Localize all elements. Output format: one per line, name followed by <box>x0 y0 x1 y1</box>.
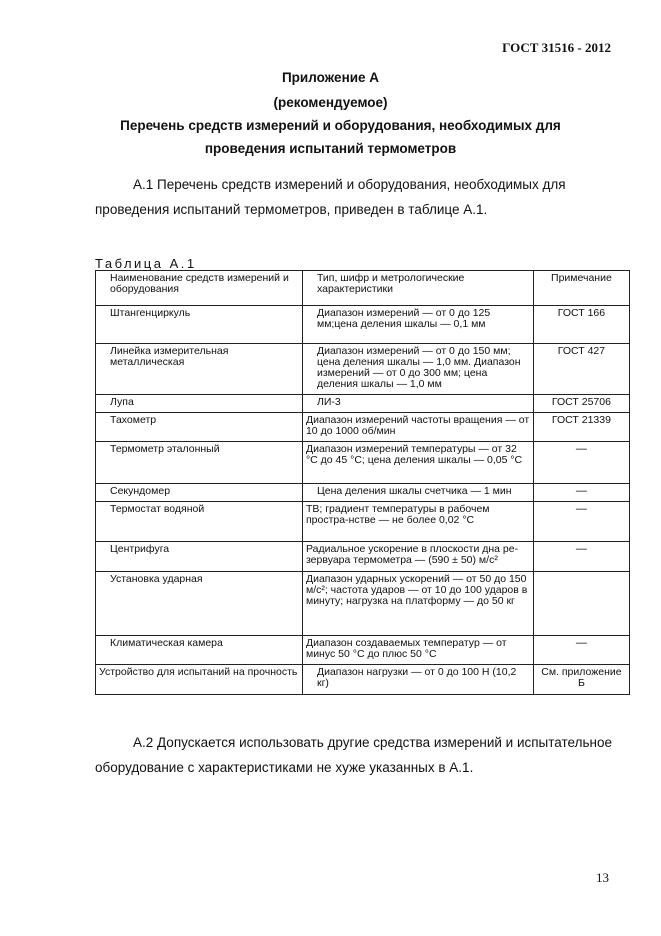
paragraph-a1 <box>95 172 615 222</box>
table-row <box>96 665 630 695</box>
table-header-spec: Тип, шифр и метрологические характеристики <box>302 271 533 306</box>
row-spec: Диапазон создаваемых температур — от минус 50 °С до плюс 50 °С <box>302 636 533 665</box>
row-spec: ЛИ-3 <box>302 395 533 413</box>
row-spec: Диапазон измерений — от 0 до 150 мм; цена деления шкалы — 1,0 мм. Диапазон измерений — от 0 до 300 мм; цена деления шкалы — 1,0 мм <box>302 344 533 395</box>
row-spec: Диапазон нагрузки — от 0 до 100 Н (10,2 кг) <box>302 665 533 695</box>
row-note: ГОСТ 21339 <box>533 413 629 442</box>
row-note: — <box>533 542 629 572</box>
table-caption: Таблица А.1 <box>95 256 197 271</box>
row-note: — <box>533 442 629 484</box>
row-spec: Диапазон измерений — от 0 до 125 мм;цена деления шкалы — 0,1 мм <box>302 306 533 344</box>
table-header-name: Наименование средств измерений и оборудования <box>96 271 303 306</box>
table-row <box>96 542 630 572</box>
paragraph-a2-line1: А.2 Допускается использовать другие средства измерений и испытательное <box>133 735 612 750</box>
appendix-subtitle: (рекомендуемое) <box>273 95 388 110</box>
row-name: Центрифуга <box>96 542 303 572</box>
row-name: Секундомер <box>96 484 303 502</box>
equipment-table <box>95 270 630 695</box>
row-name: Тахометр <box>96 413 303 442</box>
row-note: — <box>533 484 629 502</box>
row-spec: Диапазон ударных ускорений — от 50 до 150 м/с²; частота ударов — от 10 до 100 ударов в минуту; нагрузка на платформу — до 50 кг <box>302 572 533 636</box>
appendix-title: Приложение А <box>281 70 380 85</box>
row-spec: Диапазон измерений частоты вращения — от 10 до 1000 об/мин <box>302 413 533 442</box>
row-note: ГОСТ 166 <box>533 306 629 344</box>
row-spec: Диапазон измерений температуры — от 32 °С до 45 °С; цена деления шкалы — 0,05 °С <box>302 442 533 484</box>
paragraph-a2 <box>95 730 625 780</box>
table-row <box>96 636 630 665</box>
paragraph-a1-line1: А.1 Перечень средств измерений и оборудования, необходимых для <box>133 177 566 192</box>
table-row <box>96 502 630 542</box>
table-row <box>96 306 630 344</box>
row-name: Линейка измерительная металлическая <box>96 344 303 395</box>
row-spec: Радиальное ускорение в плоскости дна ре-зервуара термометра — (590 ± 50) м/с² <box>302 542 533 572</box>
table-row <box>96 395 630 413</box>
row-name: Лупа <box>96 395 303 413</box>
table-row <box>96 572 630 636</box>
row-spec: ТВ; градиент температуры в рабочем простра-нстве — не более 0,02 °С <box>302 502 533 542</box>
row-name: Установка ударная <box>96 572 303 636</box>
document-code: ГОСТ 31516 - 2012 <box>502 40 611 55</box>
row-note: — <box>533 502 629 542</box>
row-name: Устройство для испытаний на прочность <box>96 665 303 695</box>
row-name: Термометр эталонный <box>96 442 303 484</box>
row-note: — <box>533 636 629 665</box>
row-note: См. приложение Б <box>533 665 629 695</box>
table-header-note: Примечание <box>533 271 629 306</box>
row-spec: Цена деления шкалы счетчика — 1 мин <box>302 484 533 502</box>
appendix-heading-line2: проведения испытаний термометров <box>204 141 457 156</box>
row-note: ГОСТ 25706 <box>533 395 629 413</box>
row-name: Штангенциркуль <box>96 306 303 344</box>
appendix-heading-line1: Перечень средств измерений и оборудования, необходимых для <box>120 118 561 133</box>
paragraph-a1-line2: проведения испытаний термометров, приведен в таблице А.1. <box>95 202 488 217</box>
paragraph-a2-line2: оборудование с характеристиками не хуже указанных в А.1. <box>95 760 474 775</box>
page-number: 13 <box>596 870 609 885</box>
table-header-row <box>96 271 630 306</box>
row-note <box>533 572 629 636</box>
table-row <box>96 442 630 484</box>
row-name: Климатическая камера <box>96 636 303 665</box>
table-row <box>96 484 630 502</box>
row-note: ГОСТ 427 <box>533 344 629 395</box>
row-name: Термостат водяной <box>96 502 303 542</box>
table-row <box>96 344 630 395</box>
table-row <box>96 413 630 442</box>
